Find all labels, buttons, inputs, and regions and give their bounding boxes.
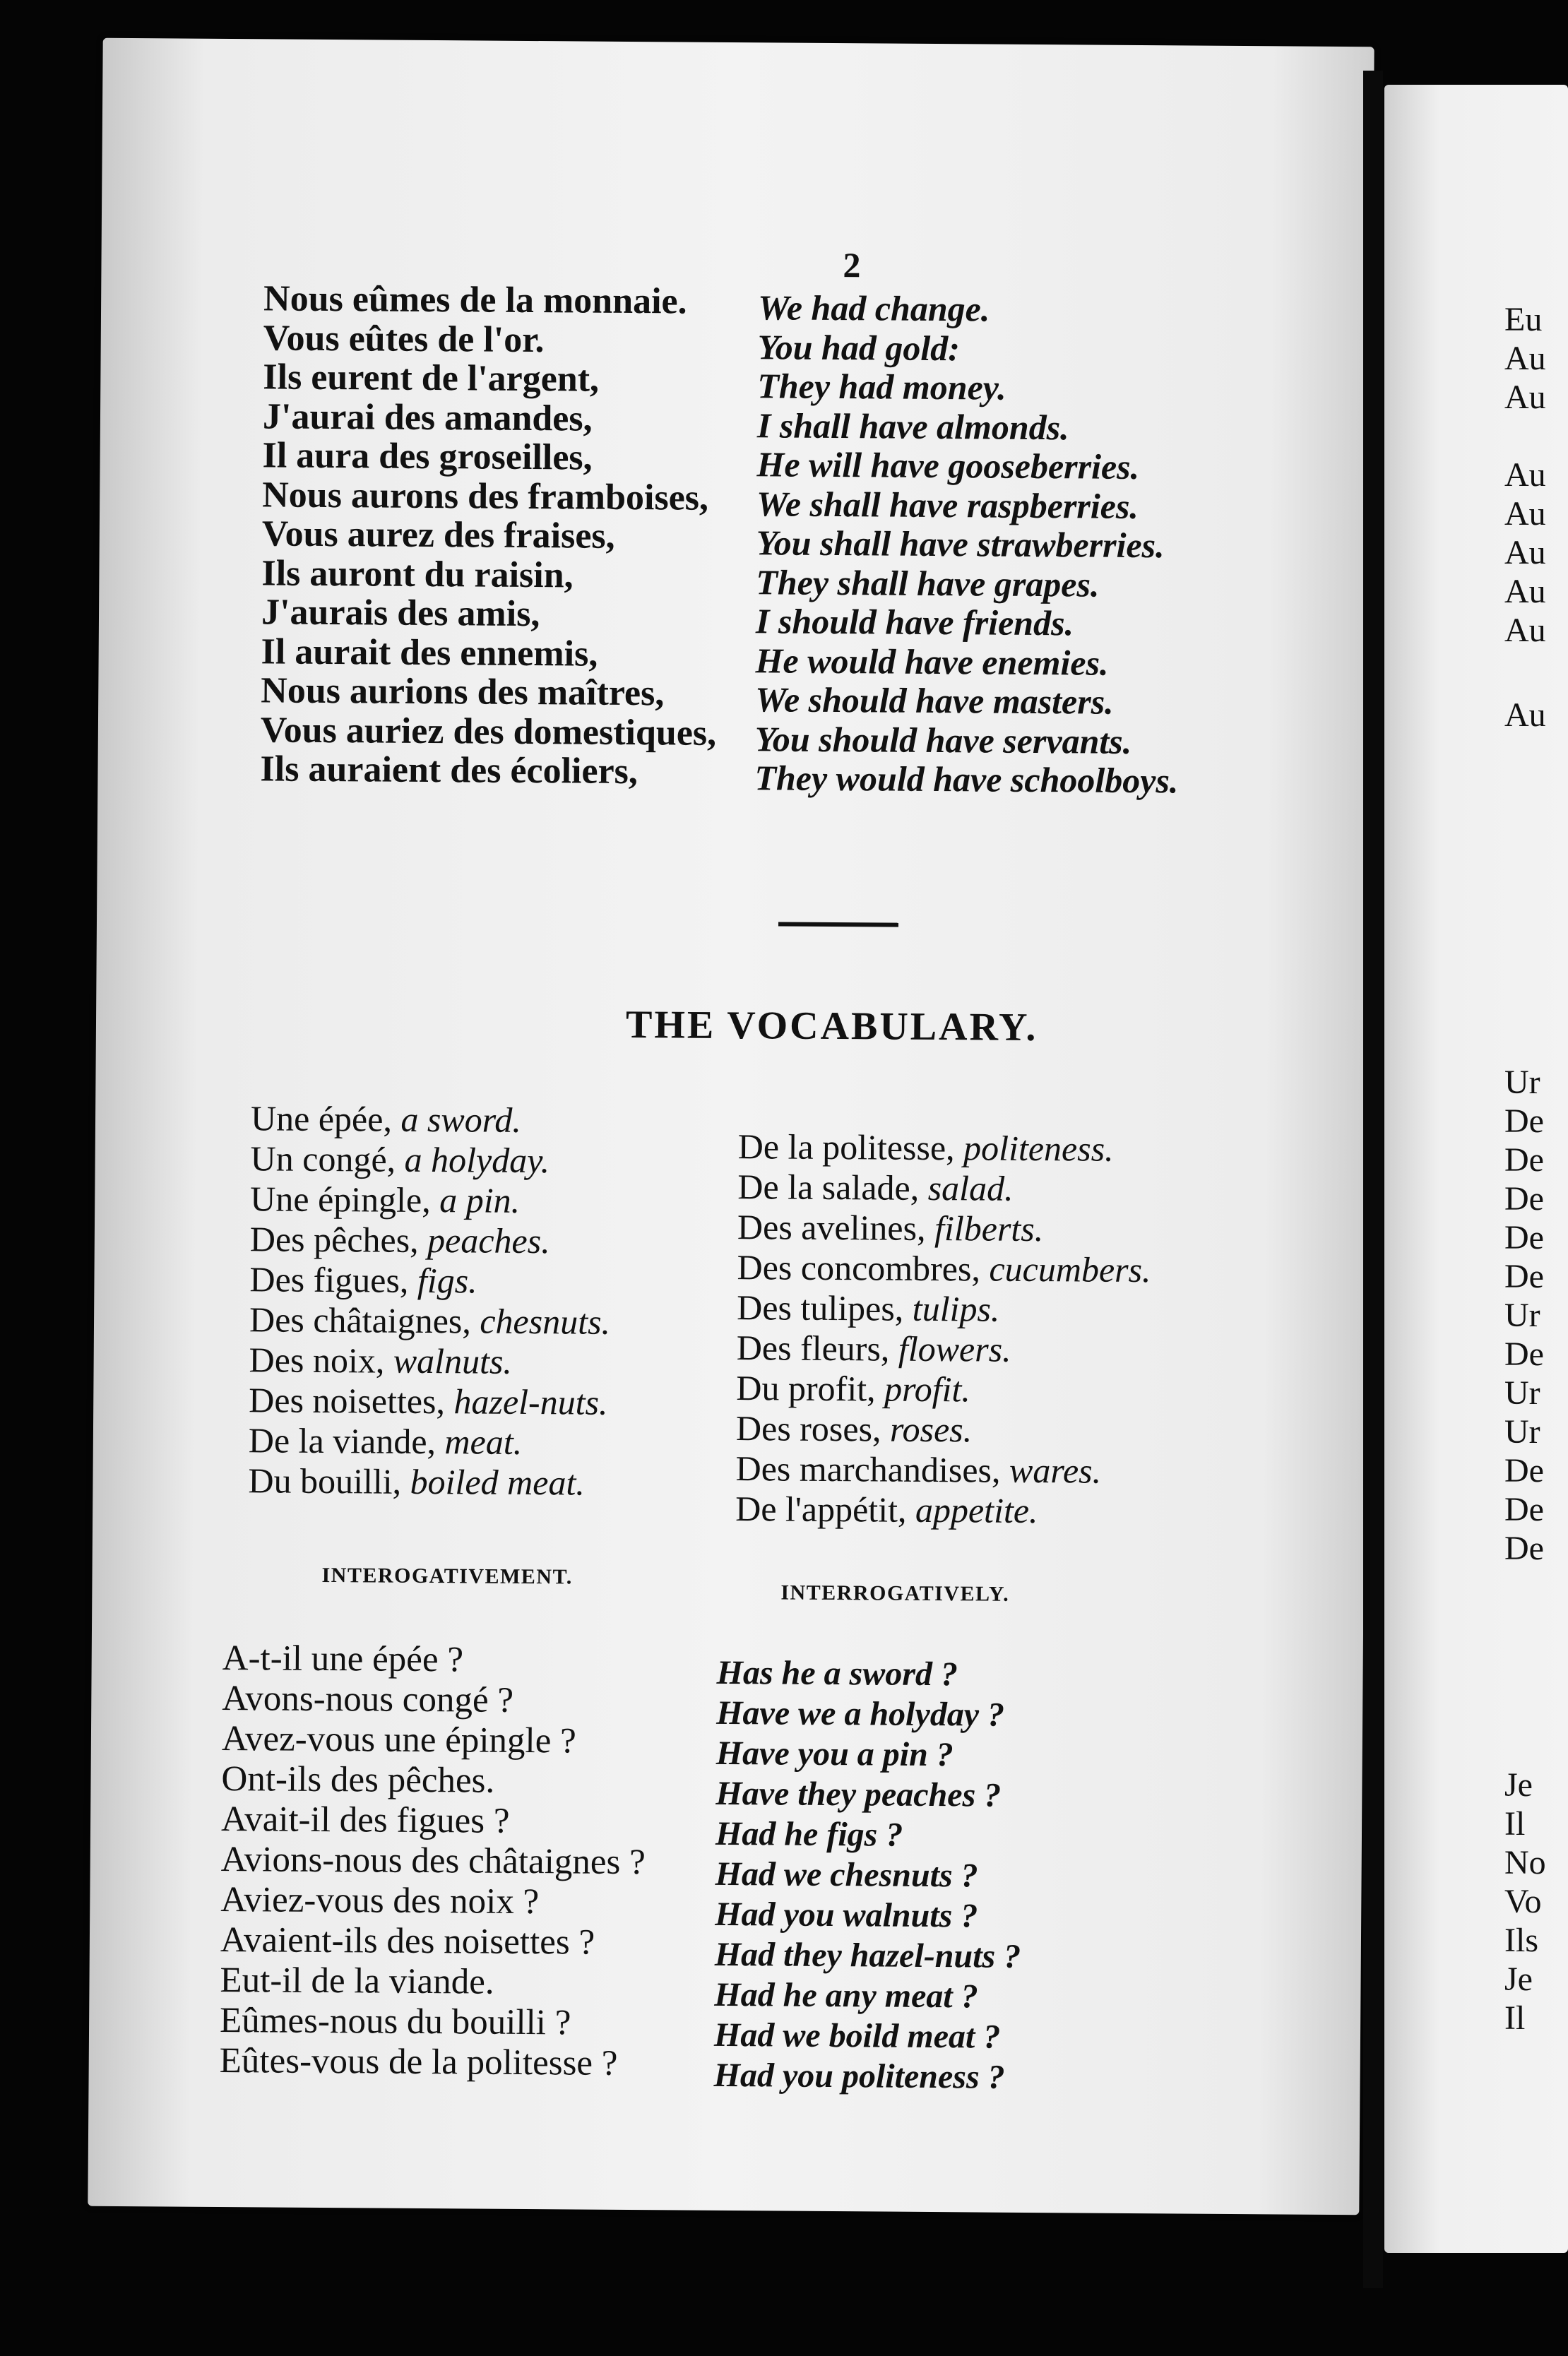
conjugation-english-line: He will have gooseberries.	[756, 444, 1140, 487]
next-page-fragment: Au	[1504, 696, 1546, 734]
book-gutter	[1363, 71, 1383, 2288]
vocabulary-right-column	[735, 1126, 1152, 1532]
vocabulary-french-word: De la viande,	[248, 1420, 436, 1462]
vocabulary-english-word: appetite.	[915, 1489, 1038, 1531]
next-page-fragment: Ur	[1504, 1413, 1540, 1451]
conjugation-english-line: I should have friends.	[755, 601, 1074, 643]
interrogative-english-line: Had we boild meat ?	[713, 2016, 1001, 2056]
next-page-fragment: De	[1504, 1452, 1544, 1489]
interrogative-french-line: Aviez-vous des noix ?	[220, 1879, 540, 1922]
interrogative-english-line: Have they peaches ?	[715, 1774, 1002, 1814]
next-page-fragment: Ils	[1504, 1922, 1538, 1959]
conjugation-french-line: Ils auraient des écoliers,	[260, 749, 639, 792]
interrogative-english-line: Have you a pin ?	[715, 1734, 954, 1774]
interrogative-english-column	[713, 1653, 1023, 2098]
interrogative-heading-french: INTEROGATIVEMENT.	[321, 1563, 573, 1589]
interrogative-french-line: Eûmes-nous du bouilli ?	[219, 2000, 571, 2043]
vocabulary-entry	[738, 1126, 1152, 1170]
next-page-fragment: De	[1504, 1258, 1544, 1295]
vocabulary-english-word: tulips.	[912, 1288, 1000, 1329]
vocabulary-entry	[737, 1207, 1151, 1250]
vocabulary-french-word: Des tulipes,	[737, 1287, 904, 1328]
vocabulary-english-word: hazel-nuts.	[453, 1381, 608, 1422]
vocabulary-entry	[737, 1247, 1151, 1290]
vocabulary-french-word: Des concombres,	[737, 1247, 981, 1289]
vocabulary-french-word: Des fleurs,	[736, 1328, 890, 1369]
next-page-fragments-5	[1504, 1766, 1546, 2037]
next-page-fragments-4	[1504, 1063, 1544, 1568]
vocabulary-entry	[249, 1259, 610, 1302]
vocabulary-english-word: profit.	[884, 1369, 971, 1410]
vocabulary-english-word: wares.	[1009, 1450, 1102, 1491]
vocabulary-french-word: Des marchandises,	[735, 1448, 1001, 1490]
next-page-fragment: Au	[1504, 456, 1546, 494]
vocabulary-french-word: Des châtaignes,	[249, 1299, 472, 1341]
next-page-fragment: De	[1504, 1491, 1544, 1528]
next-page-fragment: Eu	[1504, 301, 1543, 338]
conjugation-french-line: Vous auriez des domestiques,	[260, 709, 717, 754]
interrogative-heading-english: INTERROGATIVELY.	[780, 1581, 1010, 1606]
vocabulary-entry	[735, 1448, 1149, 1492]
next-page-fragment: De	[1504, 1335, 1544, 1373]
vocabulary-english-word: chesnuts.	[480, 1301, 611, 1342]
next-page-fragment: Ur	[1504, 1064, 1540, 1101]
vocabulary-english-word: peaches.	[427, 1220, 550, 1261]
conjugation-french-line: Ils auront du raisin,	[261, 552, 574, 595]
interrogative-english-line: Had he any meat ?	[714, 1975, 978, 2016]
conjugation-french-line: Nous aurons des framboises,	[262, 474, 709, 518]
next-page-fragment: Au	[1504, 612, 1546, 649]
vocabulary-entry	[737, 1167, 1151, 1210]
vocabulary-english-word: a pin.	[439, 1180, 521, 1220]
vocabulary-english-word: boiled meat.	[410, 1461, 586, 1503]
page-number: 2	[843, 245, 861, 285]
vocabulary-entry	[737, 1287, 1151, 1331]
vocabulary-entry	[251, 1098, 612, 1141]
vocabulary-french-word: Une épingle,	[250, 1179, 431, 1220]
next-page-fragment: Ur	[1504, 1374, 1540, 1412]
interrogative-french-line: Avons-nous congé ?	[222, 1678, 514, 1720]
interrogative-english-line: Has he a sword ?	[716, 1653, 958, 1694]
interrogative-english-line: Had you walnuts ?	[715, 1895, 978, 1935]
next-page-fragment: Je	[1504, 1961, 1533, 1998]
vocabulary-entry	[249, 1420, 610, 1463]
conjugation-english-line: They shall have grapes.	[756, 561, 1100, 605]
vocabulary-entry	[250, 1219, 611, 1262]
interrogative-english-line: Had you politeness ?	[713, 2056, 1005, 2096]
conjugation-english-column	[754, 288, 1182, 801]
vocabulary-entry	[737, 1328, 1151, 1371]
vocabulary-english-word: roses.	[889, 1409, 973, 1450]
conjugation-english-line: You shall have strawberries.	[756, 523, 1165, 566]
conjugation-english-line: We should have masters.	[755, 679, 1114, 722]
next-page-fragment: No	[1504, 1844, 1546, 1881]
vocabulary-french-word: Des avelines,	[737, 1207, 926, 1248]
conjugation-french-column	[260, 279, 719, 792]
next-page-fragment: Je	[1504, 1766, 1533, 1804]
interrogative-french-line: Avaient-ils des noisettes ?	[220, 1920, 595, 1963]
next-page-fragment: De	[1504, 1530, 1544, 1567]
conjugation-english-line: They would have schoolboys.	[754, 758, 1179, 801]
conjugation-english-line: We shall have raspberries.	[756, 483, 1139, 526]
next-page-fragment: Au	[1504, 534, 1546, 571]
vocabulary-entry	[250, 1179, 611, 1222]
vocabulary-english-word: figs.	[417, 1260, 477, 1301]
interrogative-english-line: Have we a holyday ?	[716, 1694, 1005, 1734]
section-divider	[778, 922, 898, 927]
interrogative-english-line: Had they hazel-nuts ?	[714, 1935, 1021, 1975]
conjugation-french-line: J'aurais des amis,	[261, 592, 540, 635]
next-page-fragments-1	[1504, 300, 1546, 417]
vocabulary-entry	[736, 1408, 1150, 1451]
vocabulary-french-word: De la politesse,	[737, 1126, 955, 1168]
vocabulary-entry	[249, 1340, 610, 1383]
conjugation-french-line: Vous aurez des fraises,	[261, 513, 615, 557]
conjugation-english-line: You had gold:	[757, 326, 961, 368]
conjugation-french-line: Il aurait des ennemis,	[261, 631, 598, 674]
vocabulary-french-word: Du profit,	[736, 1368, 876, 1409]
next-page-fragment: De	[1504, 1102, 1544, 1140]
conjugation-french-line: Ils eurent de l'argent,	[263, 357, 600, 400]
vocabulary-french-word: De la salade,	[737, 1167, 920, 1208]
next-page-fragment: De	[1504, 1141, 1544, 1179]
vocabulary-english-word: walnuts.	[393, 1340, 513, 1381]
vocabulary-french-word: Des figues,	[249, 1259, 409, 1300]
left-page	[88, 38, 1374, 2215]
vocabulary-french-word: Un congé,	[250, 1138, 396, 1179]
next-page-fragment: Au	[1504, 379, 1546, 416]
vocabulary-entry	[249, 1380, 610, 1423]
interrogative-french-line: Eûtes-vous de la politesse ?	[219, 2040, 618, 2083]
vocabulary-entry	[736, 1368, 1150, 1411]
vocabulary-english-word: flowers.	[898, 1328, 1011, 1369]
conjugation-english-line: They had money.	[757, 366, 1006, 407]
vocabulary-english-word: politeness.	[963, 1128, 1114, 1169]
conjugation-french-line: Nous aurions des maîtres,	[261, 670, 665, 714]
conjugation-french-line: J'aurai des amandes,	[262, 395, 593, 439]
interrogative-french-column	[220, 1638, 647, 2084]
conjugation-english-line: He would have enemies.	[755, 640, 1109, 683]
conjugation-english-line: You should have servants.	[754, 718, 1132, 761]
vocabulary-french-word: Une épée,	[250, 1098, 393, 1139]
vocabulary-entry	[735, 1489, 1149, 1532]
next-page-fragments-2	[1504, 456, 1546, 650]
vocabulary-entry	[248, 1460, 609, 1504]
next-page-fragment: Au	[1504, 340, 1546, 377]
next-page-fragment: Il	[1504, 1999, 1526, 2037]
vocabulary-entry	[250, 1138, 611, 1182]
vocabulary-french-word: De l'appétit,	[735, 1489, 907, 1530]
interrogative-french-line: Ont-ils des pêches.	[221, 1759, 495, 1801]
vocabulary-french-word: Des noix,	[249, 1340, 385, 1381]
next-page-fragment: Au	[1504, 573, 1546, 610]
interrogative-french-line: Eut-il de la viande.	[220, 1960, 494, 2002]
next-page-fragment: Ur	[1504, 1297, 1540, 1334]
next-page-fragment: Il	[1504, 1805, 1526, 1843]
vocabulary-english-word: cucumbers.	[989, 1249, 1151, 1290]
interrogative-french-line: Avait-il des figues ?	[220, 1799, 510, 1841]
conjugation-english-line: I shall have almonds.	[756, 405, 1069, 447]
conjugation-french-line: Vous eûtes de l'or.	[263, 317, 545, 360]
vocabulary-french-word: Des roses,	[735, 1408, 881, 1449]
conjugation-french-line: Il aura des groseilles,	[262, 435, 593, 478]
conjugation-french-line: Nous eûmes de la monnaie.	[263, 278, 687, 322]
vocabulary-english-word: filberts.	[934, 1208, 1044, 1249]
vocabulary-english-word: meat.	[444, 1422, 523, 1462]
vocabulary-left-column	[248, 1098, 612, 1504]
next-page-fragment: Vo	[1504, 1883, 1542, 1920]
next-page-fragment: De	[1504, 1180, 1544, 1218]
interrogative-french-line: Avions-nous des châtaignes ?	[220, 1839, 646, 1883]
conjugation-english-line: We had change.	[757, 287, 990, 329]
next-page-fragment: De	[1504, 1219, 1544, 1256]
vocabulary-english-word: salad.	[927, 1167, 1014, 1208]
next-page-fragments-3	[1504, 696, 1546, 734]
vocabulary-french-word: Des noisettes,	[249, 1380, 446, 1422]
interrogative-english-line: Had we chesnuts ?	[715, 1855, 978, 1895]
next-page-fragment: Au	[1504, 495, 1546, 533]
vocabulary-entry	[249, 1299, 610, 1343]
vocabulary-english-word: a sword.	[400, 1099, 522, 1140]
interrogative-french-line: A-t-il une épée ?	[222, 1638, 464, 1680]
interrogative-french-line: Avez-vous une épingle ?	[221, 1718, 576, 1761]
vocabulary-english-word: a holyday.	[404, 1139, 550, 1181]
interrogative-english-line: Had he figs ?	[715, 1814, 903, 1854]
vocabulary-french-word: Des pêches,	[249, 1219, 419, 1260]
vocabulary-french-word: Du bouilli,	[248, 1460, 402, 1501]
vocabulary-heading: THE VOCABULARY.	[625, 1002, 1038, 1050]
